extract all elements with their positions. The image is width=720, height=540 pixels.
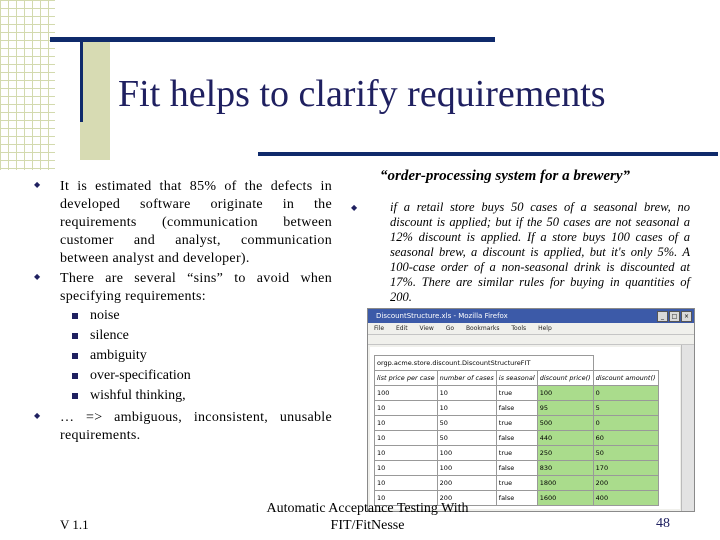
- table-row: [375, 416, 680, 431]
- table-cell: false: [496, 461, 537, 476]
- browser-scrollbar[interactable]: [681, 345, 694, 511]
- footer-title: Automatic Acceptance Testing With FIT/FitNesse: [266, 501, 469, 533]
- brewery-rules-text: if a retail store buys 50 cases of a seasonal brew, no discount is applied; but if the 50 cases are not seasonal a 12% discount is applied. If a store buys 100 cases of a seasonal brew, a discount is applied, but it's only 5%. A 100-case order of a non-seasonal drink is discounted at 17%. There are similar rules for buying in quantities of 200.: [390, 200, 690, 304]
- bullet-defects: It is estimated that 85% of the defects in developed software originate in the requirements (communication between customer and analyst, communication between analyst and developer).: [60, 179, 332, 266]
- table-cell: 10: [375, 491, 438, 506]
- menu-go[interactable]: Go: [445, 325, 455, 332]
- table-cell: 440: [537, 431, 593, 446]
- sin-noise: noise: [90, 308, 120, 323]
- browser-menubar: [368, 323, 694, 335]
- table-row: [375, 401, 680, 416]
- slide-title: Fit helps to clarify requirements: [118, 73, 606, 115]
- table-cell: 50: [437, 431, 496, 446]
- square-bullet-icon: [72, 333, 78, 339]
- table-cell: 10: [437, 401, 496, 416]
- table-cell: 10: [375, 446, 438, 461]
- table-cell: 100: [437, 446, 496, 461]
- bullet-icon: ◆: [351, 203, 358, 212]
- menu-view[interactable]: View: [419, 325, 434, 332]
- bullet-icon: ◆: [34, 180, 41, 189]
- sin-wishful-thinking: wishful thinking,: [90, 388, 186, 403]
- table-header-cell: list price per case: [375, 371, 438, 386]
- table-cell: 1600: [537, 491, 593, 506]
- browser-page: [370, 347, 680, 509]
- decorative-grid: [0, 0, 55, 170]
- table-cell: 5: [593, 401, 658, 416]
- sin-over-specification: over-specification: [90, 368, 191, 383]
- bullet-conclusion: … => ambiguous, inconsistent, unusable requirements.: [60, 410, 332, 443]
- table-row: [375, 476, 680, 491]
- table-cell: 100: [375, 386, 438, 401]
- title-left-bar: [80, 37, 83, 122]
- bullet-icon: ◆: [34, 411, 41, 420]
- sin-ambiguity: ambiguity: [90, 348, 147, 363]
- table-header-cell: discount price(): [537, 371, 593, 386]
- table-cell: 10: [375, 476, 438, 491]
- fit-table-header: [375, 371, 680, 386]
- table-cell: 60: [593, 431, 658, 446]
- table-cell: 830: [537, 461, 593, 476]
- maximize-icon[interactable]: □: [669, 311, 680, 322]
- table-cell: 200: [593, 476, 658, 491]
- table-cell: 10: [375, 461, 438, 476]
- browser-titlebar: [368, 309, 694, 323]
- table-header-cell: discount amount(): [593, 371, 658, 386]
- title-top-bar: [50, 37, 495, 42]
- table-row: [375, 386, 680, 401]
- table-cell: 170: [593, 461, 658, 476]
- browser-title: DiscountStructure.xls - Mozilla Firefox: [376, 312, 508, 320]
- table-cell: 1800: [537, 476, 593, 491]
- table-cell: 500: [537, 416, 593, 431]
- table-cell: 200: [437, 491, 496, 506]
- table-row: [375, 446, 680, 461]
- table-cell: 10: [375, 431, 438, 446]
- close-icon[interactable]: ×: [681, 311, 692, 322]
- table-cell: 0: [593, 416, 658, 431]
- menu-help[interactable]: Help: [538, 325, 552, 332]
- table-cell: 10: [375, 401, 438, 416]
- bullet-icon: ◆: [34, 272, 41, 281]
- table-cell: true: [496, 386, 537, 401]
- table-header-cell: number of cases: [437, 371, 496, 386]
- fit-table: [374, 355, 680, 506]
- title-accent-box: [80, 40, 110, 160]
- table-cell: 10: [437, 386, 496, 401]
- table-cell: 200: [437, 476, 496, 491]
- menu-tools[interactable]: Tools: [511, 325, 527, 332]
- page-number: 48: [656, 516, 670, 531]
- table-cell: true: [496, 446, 537, 461]
- table-header-cell: is seasonal: [496, 371, 537, 386]
- minimize-icon[interactable]: _: [657, 311, 668, 322]
- menu-bookmarks[interactable]: Bookmarks: [465, 325, 500, 332]
- square-bullet-icon: [72, 313, 78, 319]
- table-cell: 400: [593, 491, 658, 506]
- table-cell: true: [496, 416, 537, 431]
- table-cell: 50: [593, 446, 658, 461]
- table-cell: 10: [375, 416, 438, 431]
- browser-toolbar: [368, 335, 694, 345]
- table-row: [375, 431, 680, 446]
- title-underline-bar: [258, 152, 718, 156]
- table-cell: false: [496, 431, 537, 446]
- square-bullet-icon: [72, 393, 78, 399]
- table-cell: 50: [437, 416, 496, 431]
- menu-file[interactable]: File: [374, 325, 385, 332]
- table-cell: 95: [537, 401, 593, 416]
- square-bullet-icon: [72, 373, 78, 379]
- table-cell: 250: [537, 446, 593, 461]
- table-cell: 100: [437, 461, 496, 476]
- table-cell: 0: [593, 386, 658, 401]
- table-cell: 100: [537, 386, 593, 401]
- table-cell: true: [496, 476, 537, 491]
- table-cell: false: [496, 401, 537, 416]
- table-row: [375, 461, 680, 476]
- fit-table-title: orgp.acme.store.discount.DiscountStructureFIT: [375, 356, 594, 371]
- right-heading: “order-processing system for a brewery”: [380, 168, 630, 184]
- square-bullet-icon: [72, 353, 78, 359]
- browser-screenshot: [367, 308, 695, 512]
- bullet-sins: There are several “sins” to avoid when specifying requirements:: [60, 271, 332, 304]
- sin-silence: silence: [90, 328, 129, 343]
- version-label: V 1.1: [60, 517, 89, 532]
- menu-edit[interactable]: Edit: [395, 325, 408, 332]
- table-cell: false: [496, 491, 537, 506]
